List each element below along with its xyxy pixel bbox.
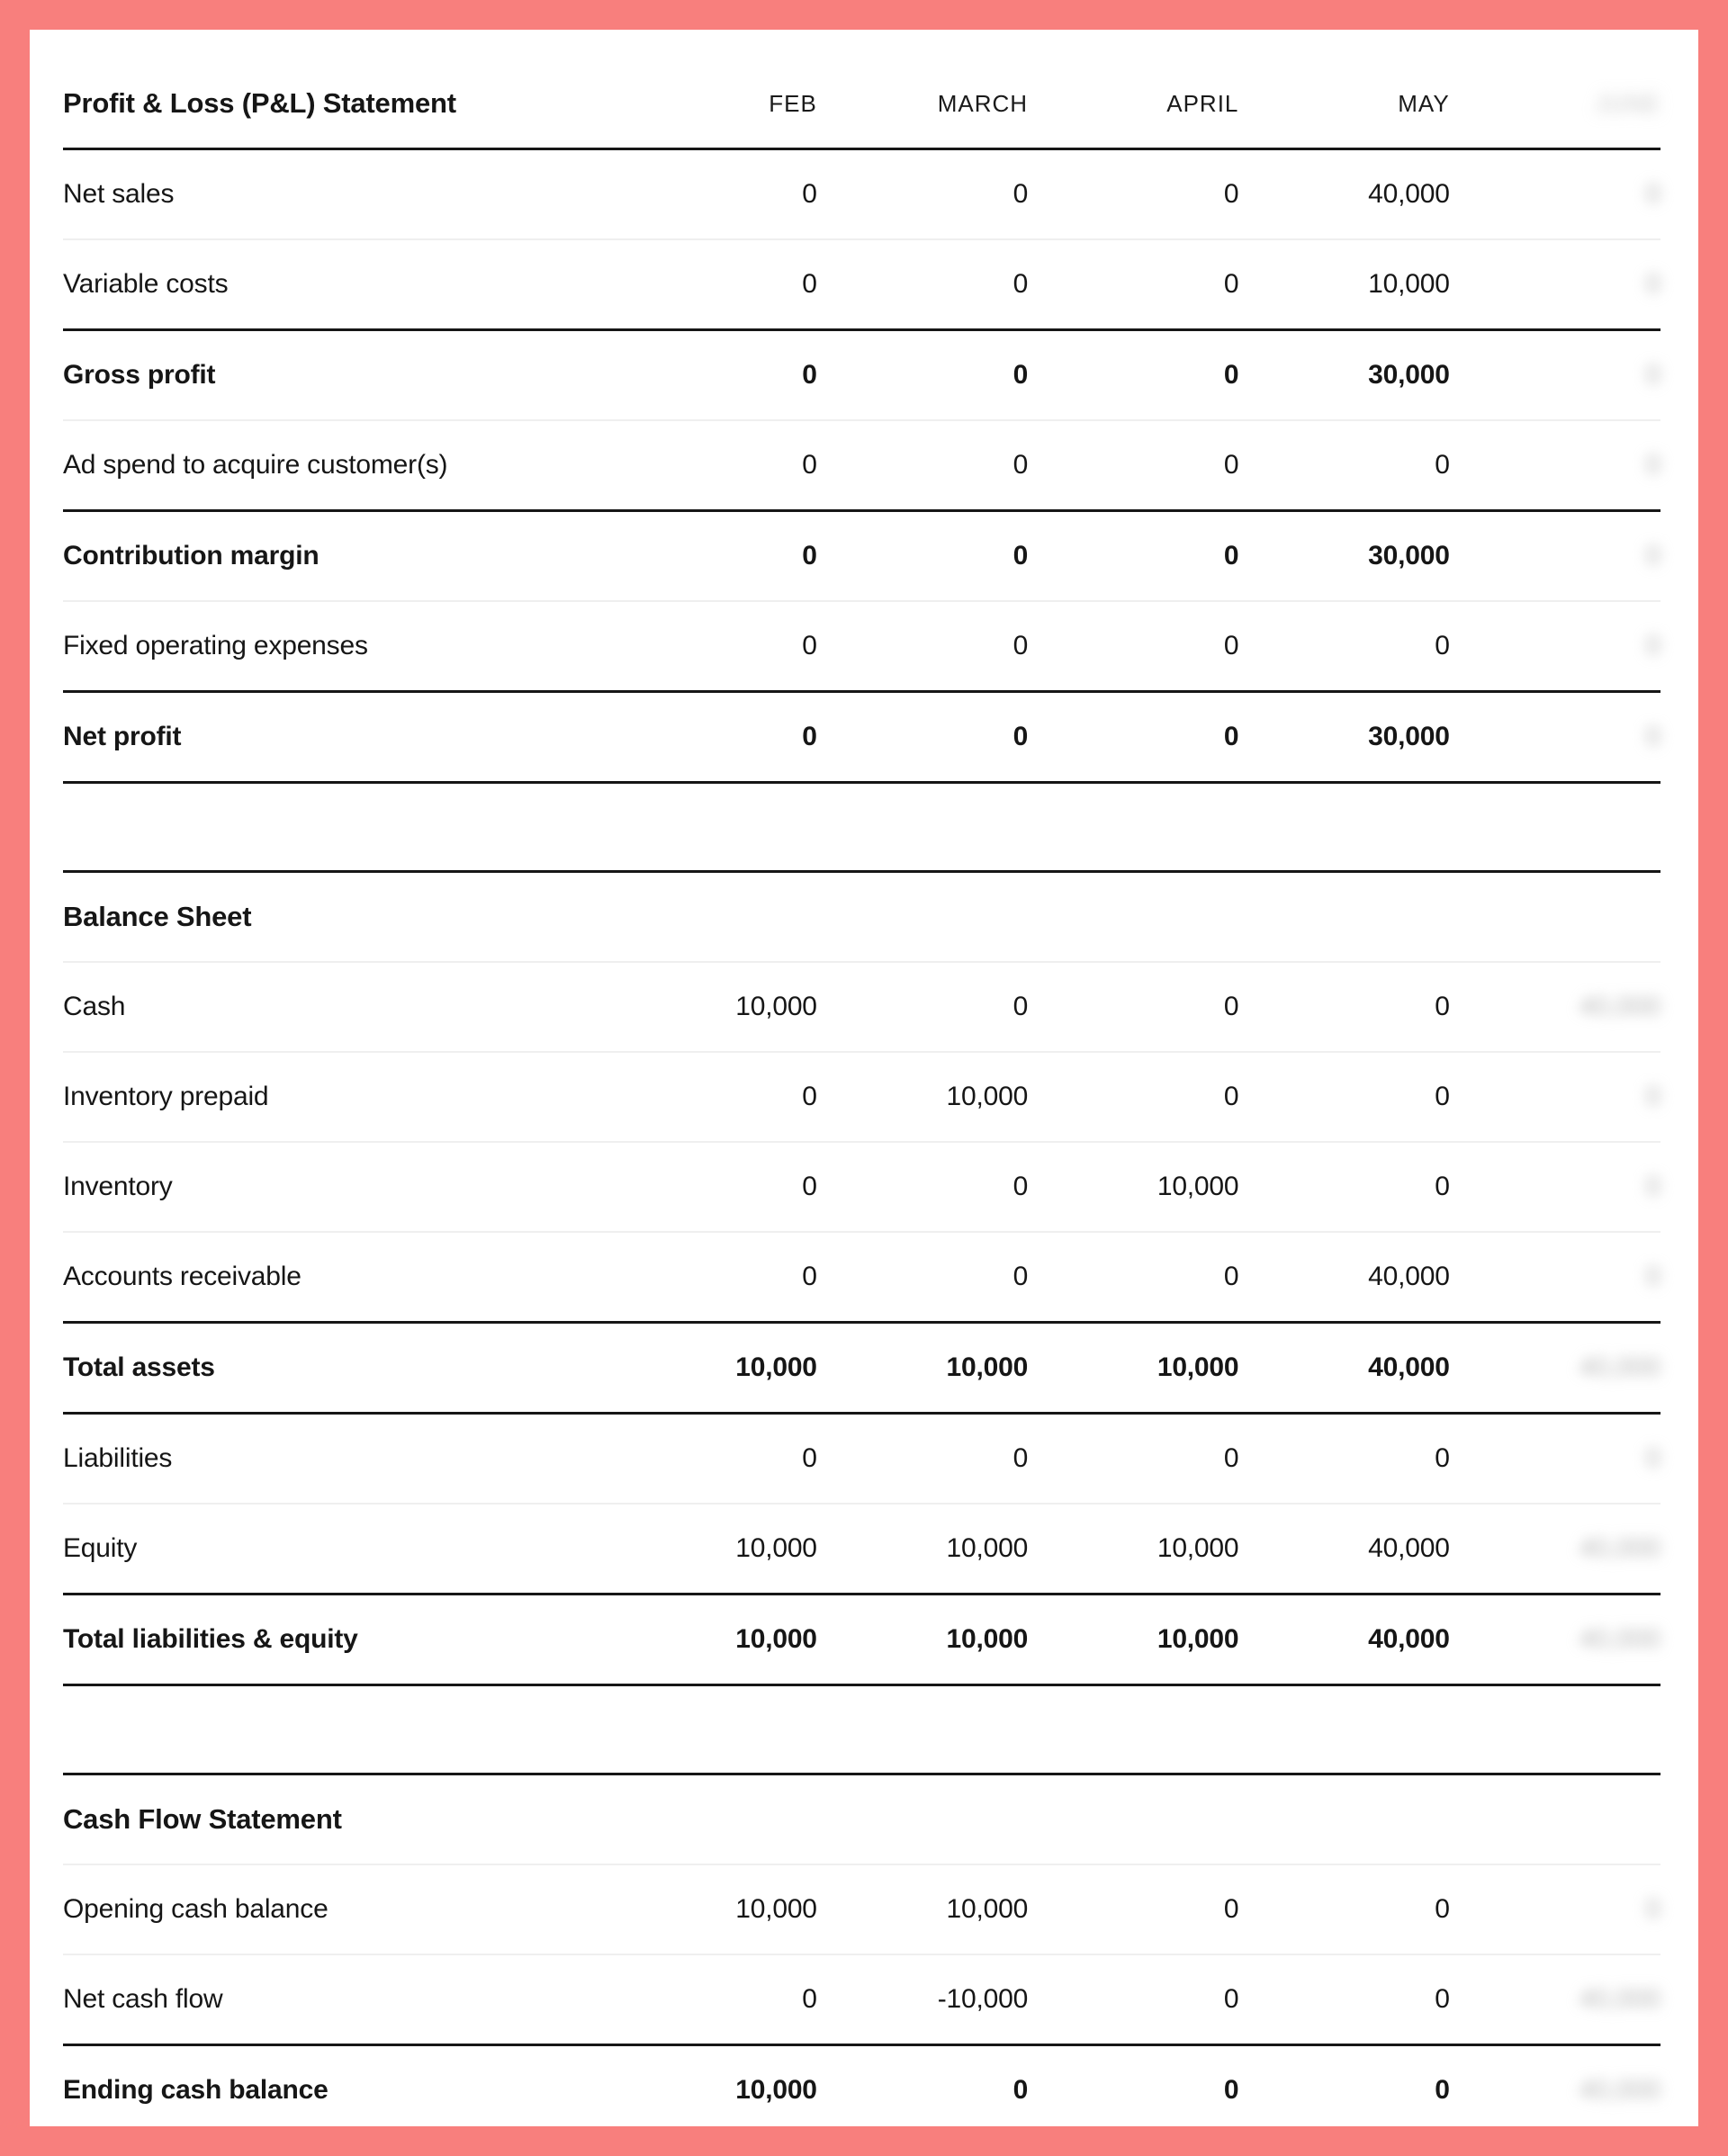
row-label: Opening cash balance <box>63 1864 607 1954</box>
value-text: 0 <box>802 1443 817 1473</box>
value-text: 0 <box>1223 1984 1239 2014</box>
value-cell-april <box>1028 601 1238 692</box>
column-header-label: MARCH <box>937 89 1029 117</box>
value-text: 0 <box>1223 360 1239 390</box>
value-text: 0 <box>1012 722 1029 751</box>
value-cell-june <box>1450 149 1660 240</box>
blurred-value-text: 0 <box>1645 360 1660 390</box>
value-text: 10,000 <box>735 2075 817 2105</box>
value-cell-march <box>817 330 1028 421</box>
value-cell-june <box>1450 1142 1660 1232</box>
row-net-cash-flow <box>63 1954 1660 2045</box>
value-text: 0 <box>1012 2075 1029 2105</box>
blurred-value-text: 0 <box>1645 1262 1660 1291</box>
blurred-value-text: 40,000 <box>1579 1352 1660 1382</box>
value-cell-may <box>1238 1142 1449 1232</box>
row-label: Ending cash balance <box>63 2075 328 2105</box>
value-cell-may <box>1238 1232 1449 1323</box>
value-text: -10,000 <box>937 1984 1029 2014</box>
column-header-label: MAY <box>1398 89 1450 117</box>
row-opening-cash-balance <box>63 1864 1660 1954</box>
value-text: 0 <box>802 360 817 390</box>
value-text: 0 <box>1223 1262 1239 1291</box>
value-text: 0 <box>1223 179 1239 209</box>
value-text: 0 <box>802 1984 817 2014</box>
value-cell-may <box>1238 2045 1449 2127</box>
row-label: Total assets <box>63 1323 607 1414</box>
row-label: Net profit <box>63 692 607 783</box>
value-text: 40,000 <box>1368 179 1450 209</box>
row-label: Ad spend to acquire customer(s) <box>63 420 607 511</box>
value-cell-feb <box>607 239 817 330</box>
value-cell-april <box>1028 149 1238 240</box>
empty-header-cell <box>817 872 1028 963</box>
empty-header-cell <box>1450 1774 1660 1865</box>
value-cell-feb <box>607 1052 817 1142</box>
value-cell-june <box>1450 962 1660 1052</box>
value-cell-march <box>817 420 1028 511</box>
value-cell-april <box>1028 1323 1238 1414</box>
value-text: 0 <box>1435 1443 1450 1473</box>
section-title-pnl-statement: Profit & Loss (P&L) Statement <box>63 59 607 149</box>
column-header-march <box>817 59 1028 149</box>
value-cell-april <box>1028 1414 1238 1505</box>
value-cell-june <box>1450 1595 1660 1685</box>
value-cell-feb <box>607 330 817 421</box>
empty-header-cell <box>1028 872 1238 963</box>
value-cell-feb <box>607 1142 817 1232</box>
value-cell-april <box>1028 330 1238 421</box>
value-cell-april <box>1028 1504 1238 1595</box>
value-cell-june <box>1450 239 1660 330</box>
value-cell-april <box>1028 1595 1238 1685</box>
value-cell-may <box>1238 962 1449 1052</box>
value-cell-march <box>817 1142 1028 1232</box>
value-cell-march <box>817 1504 1028 1595</box>
blurred-value-text: 0 <box>1645 1082 1660 1111</box>
value-text: 0 <box>1012 1262 1029 1291</box>
value-cell-march <box>817 601 1028 692</box>
row-gross-profit <box>63 330 1660 421</box>
blurred-value-text: 0 <box>1645 1172 1660 1201</box>
value-cell-may <box>1238 1052 1449 1142</box>
value-text: 40,000 <box>1368 1624 1450 1654</box>
value-text: 0 <box>1435 2075 1450 2105</box>
blurred-value-text: 0 <box>1645 1894 1660 1924</box>
value-cell-may <box>1238 239 1449 330</box>
value-text: 0 <box>1435 631 1450 660</box>
value-text: 0 <box>1435 1894 1450 1924</box>
value-cell-march <box>817 511 1028 602</box>
section-title-cash-flow: Cash Flow Statement <box>63 1774 607 1865</box>
financial-statements-card <box>30 30 1698 2126</box>
row-total-liabilities-equity <box>63 1595 1660 1685</box>
value-text: 0 <box>1435 1984 1450 2014</box>
value-text: 30,000 <box>1368 360 1450 390</box>
row-label: Inventory prepaid <box>63 1052 607 1142</box>
row-label: Inventory <box>63 1142 607 1232</box>
value-cell-may <box>1238 692 1449 783</box>
balance-sheet-table <box>63 870 1660 1686</box>
row-label: Cash <box>63 962 607 1052</box>
blurred-value-text: 40,000 <box>1579 1624 1660 1654</box>
empty-header-cell <box>817 1774 1028 1865</box>
value-text: 0 <box>1012 450 1029 480</box>
blurred-value-text: 40,000 <box>1579 1533 1660 1563</box>
value-cell-feb <box>607 601 817 692</box>
value-text: 0 <box>1012 541 1029 570</box>
value-text: 10,000 <box>946 1352 1029 1382</box>
value-text: 0 <box>1223 1894 1239 1924</box>
empty-header-cell <box>607 872 817 963</box>
value-text: 0 <box>1012 631 1029 660</box>
value-text: 0 <box>1012 1443 1029 1473</box>
row-contribution-margin <box>63 511 1660 602</box>
value-text: 10,000 <box>946 1624 1029 1654</box>
value-text: 0 <box>802 631 817 660</box>
value-cell-march <box>817 1232 1028 1323</box>
column-header-june <box>1450 59 1660 149</box>
value-cell-june <box>1450 601 1660 692</box>
blurred-value-text: 0 <box>1645 269 1660 299</box>
value-text: 30,000 <box>1368 541 1450 570</box>
value-cell-may <box>1238 1595 1449 1685</box>
value-cell-feb <box>607 511 817 602</box>
value-cell-may <box>1238 1323 1449 1414</box>
value-cell-feb <box>607 1595 817 1685</box>
value-text: 40,000 <box>1368 1262 1450 1291</box>
row-label: Gross profit <box>63 330 607 421</box>
empty-header-cell <box>1450 872 1660 963</box>
value-cell-feb <box>607 1323 817 1414</box>
value-text: 10,000 <box>1368 269 1450 299</box>
row-fixed-operating-expenses <box>63 601 1660 692</box>
row-equity <box>63 1504 1660 1595</box>
value-text: 0 <box>802 179 817 209</box>
value-text: 10,000 <box>735 1624 817 1654</box>
value-text: 10,000 <box>1156 1352 1239 1382</box>
value-cell-march <box>817 1595 1028 1685</box>
value-text: 0 <box>1012 360 1029 390</box>
value-text: 0 <box>1012 1172 1029 1201</box>
value-cell-april <box>1028 239 1238 330</box>
value-cell-june <box>1450 1864 1660 1954</box>
row-net-profit <box>63 692 1660 783</box>
section-title-balance-sheet: Balance Sheet <box>63 872 607 963</box>
row-label: Total liabilities & equity <box>63 1595 607 1685</box>
value-text: 0 <box>1223 1443 1239 1473</box>
value-cell-april <box>1028 1954 1238 2045</box>
row-label: Net sales <box>63 149 607 240</box>
value-cell-may <box>1238 601 1449 692</box>
value-text: 0 <box>1012 269 1029 299</box>
value-cell-march <box>817 2045 1028 2127</box>
column-header-feb <box>607 59 817 149</box>
row-label: Net cash flow <box>63 1954 607 2045</box>
value-cell-may <box>1238 1864 1449 1954</box>
blurred-value-text: 40,000 <box>1579 992 1660 1021</box>
value-cell-feb <box>607 1864 817 1954</box>
value-text: 0 <box>1012 992 1029 1021</box>
value-text: 30,000 <box>1368 722 1450 751</box>
value-cell-feb <box>607 692 817 783</box>
cash-flow-table <box>63 1773 1660 2126</box>
value-cell-june <box>1450 420 1660 511</box>
value-text: 0 <box>802 269 817 299</box>
value-text: 0 <box>1223 992 1239 1021</box>
value-cell-feb <box>607 149 817 240</box>
value-cell-june <box>1450 1954 1660 2045</box>
column-header-may <box>1238 59 1449 149</box>
blurred-value-text: 0 <box>1645 541 1660 570</box>
value-text: 10,000 <box>735 1533 817 1563</box>
row-label: Liabilities <box>63 1414 607 1505</box>
column-header-label: FEB <box>769 89 817 117</box>
blurred-value-text: 0 <box>1645 631 1660 660</box>
value-text: 0 <box>1223 450 1239 480</box>
value-text: 10,000 <box>946 1082 1029 1111</box>
value-cell-feb <box>607 1414 817 1505</box>
value-text: 0 <box>802 1262 817 1291</box>
value-cell-june <box>1450 1504 1660 1595</box>
value-cell-april <box>1028 420 1238 511</box>
value-text: 40,000 <box>1368 1533 1450 1563</box>
blurred-value-text: 0 <box>1645 1443 1660 1473</box>
row-ad-spend-to-acquire-customer-s <box>63 420 1660 511</box>
value-cell-june <box>1450 330 1660 421</box>
blurred-value-text: 40,000 <box>1579 2075 1660 2105</box>
value-cell-may <box>1238 1954 1449 2045</box>
empty-header-cell <box>1238 872 1449 963</box>
value-text: 0 <box>1223 2075 1239 2105</box>
value-cell-may <box>1238 420 1449 511</box>
value-text: 0 <box>802 541 817 570</box>
value-text: 0 <box>802 450 817 480</box>
value-cell-feb <box>607 1504 817 1595</box>
value-cell-april <box>1028 1052 1238 1142</box>
row-cash <box>63 962 1660 1052</box>
value-cell-april <box>1028 962 1238 1052</box>
row-total-assets <box>63 1323 1660 1414</box>
value-text: 10,000 <box>735 1894 817 1924</box>
balance-sheet-header-row <box>63 872 1660 963</box>
value-cell-march <box>817 239 1028 330</box>
pnl-statement-table <box>63 59 1660 784</box>
blurred-value-text: 0 <box>1645 179 1660 209</box>
row-variable-costs <box>63 239 1660 330</box>
value-cell-april <box>1028 511 1238 602</box>
value-cell-june <box>1450 1414 1660 1505</box>
value-cell-feb <box>607 962 817 1052</box>
value-cell-may <box>1238 511 1449 602</box>
blurred-value-text: 0 <box>1645 722 1660 751</box>
value-cell-march <box>817 1954 1028 2045</box>
row-label: Fixed operating expenses <box>63 601 607 692</box>
empty-header-cell <box>607 1774 817 1865</box>
value-cell-april <box>1028 2045 1238 2127</box>
value-text: 0 <box>1435 992 1450 1021</box>
blurred-value-text: 0 <box>1645 450 1660 480</box>
value-cell-april <box>1028 692 1238 783</box>
column-header-label: APRIL <box>1166 89 1239 117</box>
pnl-statement-header-row <box>63 59 1660 149</box>
value-text: 0 <box>802 1172 817 1201</box>
value-cell-march <box>817 1864 1028 1954</box>
value-cell-march <box>817 1052 1028 1142</box>
row-label: Accounts receivable <box>63 1232 607 1323</box>
value-cell-june <box>1450 692 1660 783</box>
value-text: 10,000 <box>1156 1533 1239 1563</box>
value-text: 0 <box>802 1082 817 1111</box>
value-cell-may <box>1238 149 1449 240</box>
value-text: 0 <box>1435 1082 1450 1111</box>
row-accounts-receivable <box>63 1232 1660 1323</box>
row-label: Equity <box>63 1504 607 1595</box>
value-text: 0 <box>802 722 817 751</box>
value-cell-april <box>1028 1232 1238 1323</box>
column-header-april <box>1028 59 1238 149</box>
value-cell-june <box>1450 1232 1660 1323</box>
value-text: 10,000 <box>946 1533 1029 1563</box>
value-cell-march <box>817 962 1028 1052</box>
value-cell-feb <box>607 1954 817 2045</box>
value-cell-may <box>1238 1504 1449 1595</box>
row-inventory <box>63 1142 1660 1232</box>
value-text: 0 <box>1435 1172 1450 1201</box>
empty-header-cell <box>1028 1774 1238 1865</box>
empty-header-cell <box>1238 1774 1449 1865</box>
value-text: 0 <box>1435 450 1450 480</box>
value-text: 10,000 <box>1156 1624 1239 1654</box>
cash-flow-header-row <box>63 1774 1660 1865</box>
row-label: Contribution margin <box>63 511 607 602</box>
value-cell-feb <box>607 420 817 511</box>
value-cell-march <box>817 1323 1028 1414</box>
value-text: 0 <box>1223 631 1239 660</box>
row-net-sales <box>63 149 1660 240</box>
value-cell-may <box>1238 1414 1449 1505</box>
value-cell-feb <box>607 2045 817 2127</box>
blurred-value-text: 40,000 <box>1579 1984 1660 2014</box>
value-cell-june <box>1450 511 1660 602</box>
row-ending-cash-balance <box>63 2045 1660 2127</box>
value-cell-april <box>1028 1142 1238 1232</box>
value-cell-april <box>1028 1864 1238 1954</box>
value-text: 10,000 <box>946 1894 1029 1924</box>
value-text: 0 <box>1223 1082 1239 1111</box>
row-liabilities <box>63 1414 1660 1505</box>
blurred-column-header-label: JUNE <box>1596 89 1660 117</box>
row-inventory-prepaid <box>63 1052 1660 1142</box>
value-text: 0 <box>1012 179 1029 209</box>
value-text: 40,000 <box>1368 1352 1450 1382</box>
value-cell-march <box>817 1414 1028 1505</box>
value-text: 0 <box>1223 541 1239 570</box>
value-text: 10,000 <box>1156 1172 1239 1201</box>
value-text: 0 <box>1223 722 1239 751</box>
value-text: 10,000 <box>735 992 817 1021</box>
value-cell-feb <box>607 1232 817 1323</box>
value-text: 0 <box>1223 269 1239 299</box>
value-cell-june <box>1450 1323 1660 1414</box>
value-cell-june <box>1450 1052 1660 1142</box>
value-cell-march <box>817 692 1028 783</box>
value-cell-may <box>1238 330 1449 421</box>
row-label: Variable costs <box>63 239 607 330</box>
value-cell-june <box>1450 2045 1660 2127</box>
value-cell-march <box>817 149 1028 240</box>
value-text: 10,000 <box>735 1352 817 1382</box>
